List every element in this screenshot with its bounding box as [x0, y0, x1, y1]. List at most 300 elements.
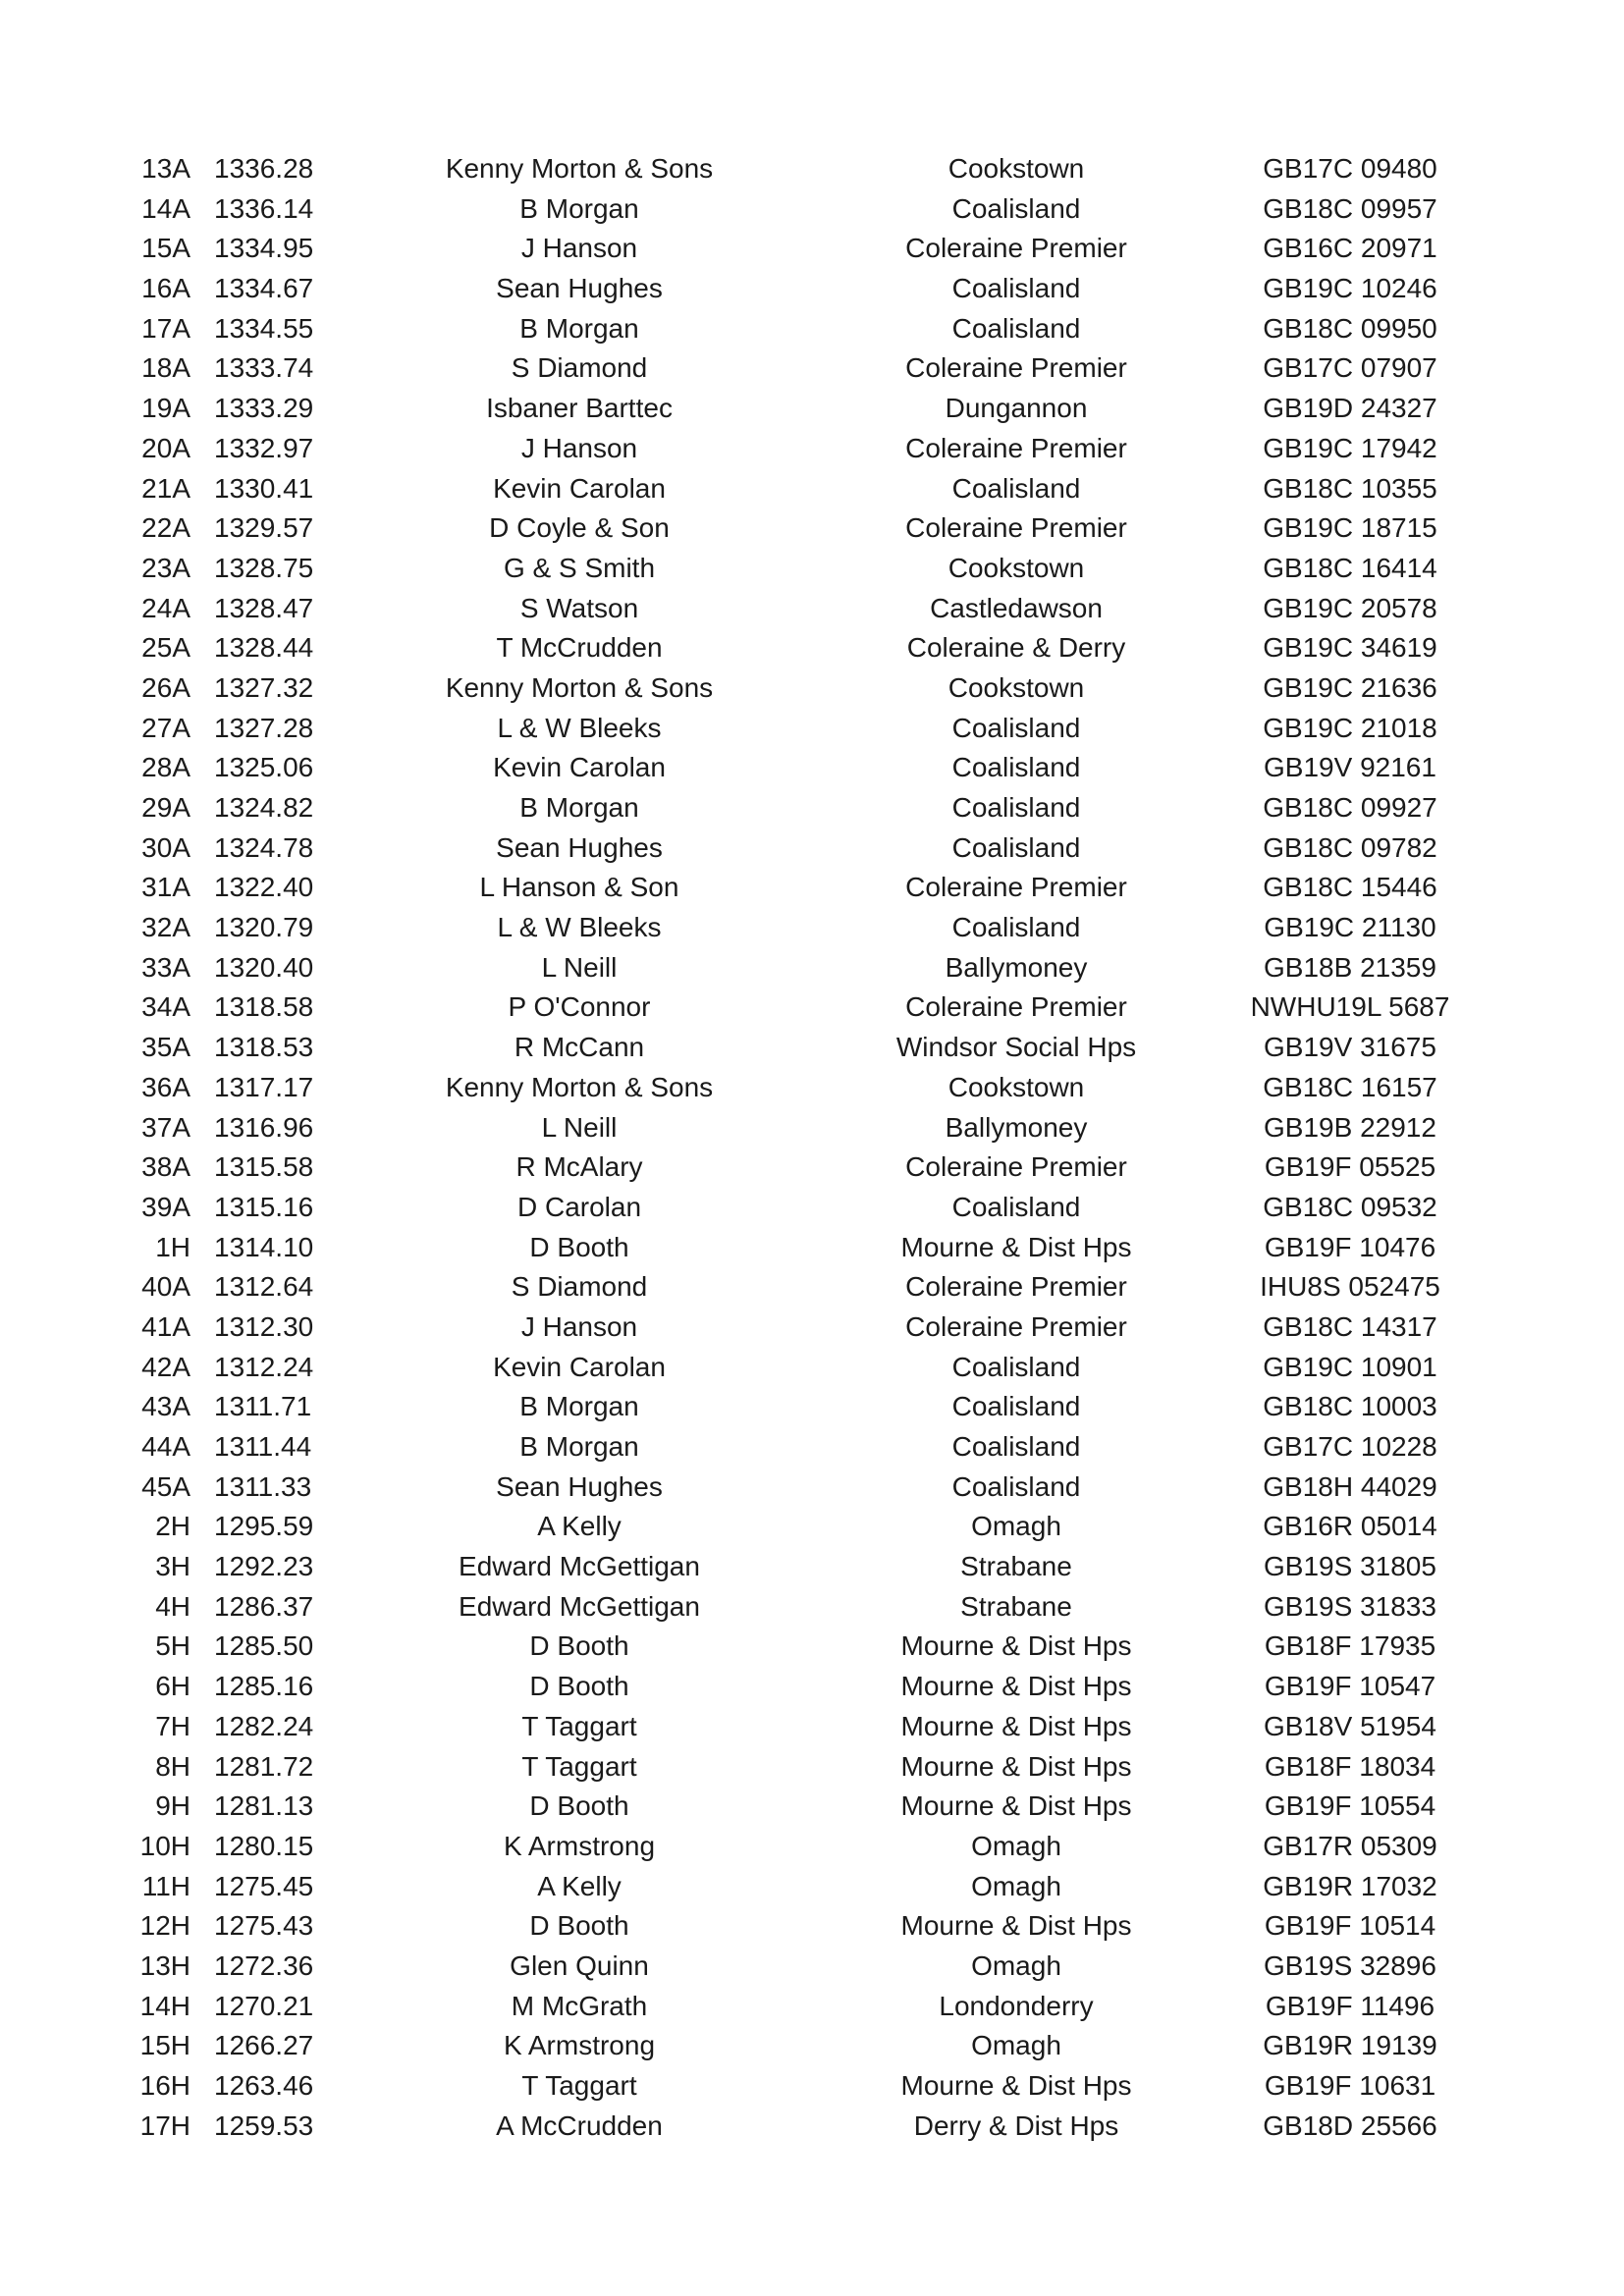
ring-number-cell: GB19C 17942: [1263, 432, 1437, 463]
results-table: [0, 149, 1624, 2146]
table-row: [0, 908, 1624, 948]
position-cell: 9H: [155, 1790, 190, 1822]
ring-number-cell: GB19C 21130: [1264, 912, 1436, 943]
velocity-cell: 1312.30: [214, 1310, 314, 1342]
ring-number-cell: GB19F 11496: [1265, 1990, 1435, 2021]
position-cell: 14H: [139, 1990, 190, 2021]
velocity-cell: 1263.46: [214, 2070, 314, 2101]
velocity-cell: 1328.47: [214, 592, 314, 623]
ring-number-cell: GB19S 31805: [1264, 1551, 1436, 1582]
table-row: [0, 1787, 1624, 1827]
club-cell: Coleraine Premier: [905, 1271, 1127, 1303]
ring-number-cell: GB18C 09532: [1263, 1191, 1437, 1222]
position-cell: 39A: [141, 1191, 190, 1222]
velocity-cell: 1275.45: [214, 1870, 314, 1901]
position-cell: 37A: [141, 1111, 190, 1143]
table-row: [0, 269, 1624, 309]
velocity-cell: 1327.32: [214, 671, 314, 703]
velocity-cell: 1324.82: [214, 792, 314, 823]
name-cell: A Kelly: [537, 1511, 622, 1542]
ring-number-cell: GB19V 31675: [1264, 1032, 1436, 1063]
name-cell: R McAlary: [515, 1151, 643, 1183]
name-cell: Sean Hughes: [496, 273, 663, 304]
position-cell: 42A: [141, 1351, 190, 1382]
table-row: [0, 1827, 1624, 1867]
name-cell: T Taggart: [521, 1710, 637, 1741]
ring-number-cell: GB18C 09782: [1263, 831, 1437, 863]
table-row: [0, 1507, 1624, 1547]
position-cell: 15A: [141, 233, 190, 264]
position-cell: 29A: [141, 792, 190, 823]
velocity-cell: 1328.44: [214, 632, 314, 664]
club-cell: Coleraine Premier: [905, 352, 1127, 384]
club-cell: Coalisland: [951, 273, 1081, 304]
velocity-cell: 1292.23: [214, 1551, 314, 1582]
ring-number-cell: GB19R 17032: [1263, 1870, 1437, 1901]
name-cell: Kevin Carolan: [493, 752, 666, 783]
table-row: [0, 988, 1624, 1028]
table-row: [0, 189, 1624, 230]
ring-number-cell: GB19F 10514: [1264, 1910, 1436, 1942]
table-row: [0, 1707, 1624, 1747]
ring-number-cell: GB18F 17935: [1264, 1630, 1436, 1662]
position-cell: 16A: [141, 273, 190, 304]
name-cell: B Morgan: [519, 1391, 639, 1422]
position-cell: 11H: [141, 1870, 190, 1901]
name-cell: D Booth: [529, 1231, 629, 1262]
club-cell: Cookstown: [947, 153, 1085, 184]
position-cell: 5H: [155, 1630, 190, 1662]
ring-number-cell: GB19C 18715: [1263, 512, 1437, 544]
table-row: [0, 589, 1624, 629]
velocity-cell: 1311.33: [214, 1470, 312, 1502]
ring-number-cell: GB19D 24327: [1263, 393, 1437, 424]
velocity-cell: 1285.16: [214, 1671, 314, 1702]
club-cell: Coalisland: [951, 472, 1081, 504]
ring-number-cell: GB18C 09950: [1263, 312, 1437, 344]
ring-number-cell: GB19C 21018: [1263, 712, 1437, 743]
name-cell: L & W Bleeks: [497, 912, 662, 943]
name-cell: J Hanson: [520, 233, 638, 264]
club-cell: Coalisland: [951, 1391, 1081, 1422]
position-cell: 4H: [155, 1590, 190, 1622]
club-cell: Coleraine Premier: [905, 512, 1127, 544]
club-cell: Windsor Social Hps: [895, 1032, 1137, 1063]
position-cell: 43A: [141, 1391, 190, 1422]
name-cell: B Morgan: [519, 192, 639, 224]
name-cell: S Watson: [519, 592, 639, 623]
name-cell: R McCann: [514, 1032, 645, 1063]
ring-number-cell: GB19R 19139: [1263, 2030, 1437, 2061]
name-cell: Sean Hughes: [496, 1470, 663, 1502]
velocity-cell: 1317.17: [214, 1071, 314, 1102]
position-cell: 14A: [141, 192, 190, 224]
table-row: [0, 149, 1624, 189]
position-cell: 35A: [141, 1032, 190, 1063]
table-row: [0, 1228, 1624, 1268]
ring-number-cell: GB17C 09480: [1263, 153, 1437, 184]
table-row: [0, 1867, 1624, 1907]
table-row: [0, 1108, 1624, 1148]
table-row: [0, 709, 1624, 749]
position-cell: 6H: [155, 1671, 190, 1702]
velocity-cell: 1275.43: [214, 1910, 314, 1942]
position-cell: 13H: [139, 1949, 190, 1981]
ring-number-cell: GB19V 92161: [1264, 752, 1436, 783]
club-cell: Coleraine & Derry: [906, 632, 1126, 664]
club-cell: Mourne & Dist Hps: [900, 1790, 1132, 1822]
velocity-cell: 1334.95: [214, 233, 314, 264]
club-cell: Coleraine Premier: [905, 432, 1127, 463]
table-row: [0, 1906, 1624, 1947]
name-cell: K Armstrong: [503, 1830, 656, 1861]
name-cell: L & W Bleeks: [497, 712, 662, 743]
name-cell: G & S Smith: [503, 552, 656, 583]
club-cell: Londonderry: [939, 1990, 1094, 2021]
ring-number-cell: GB18C 16157: [1263, 1071, 1437, 1102]
name-cell: B Morgan: [519, 312, 639, 344]
velocity-cell: 1325.06: [214, 752, 314, 783]
velocity-cell: 1314.10: [214, 1231, 314, 1262]
position-cell: 17H: [139, 2109, 190, 2141]
ring-number-cell: GB19C 20578: [1263, 592, 1437, 623]
club-cell: Strabane: [960, 1590, 1072, 1622]
club-cell: Cookstown: [947, 1071, 1085, 1102]
ring-number-cell: GB18V 51954: [1264, 1710, 1436, 1741]
velocity-cell: 1320.79: [214, 912, 314, 943]
ring-number-cell: GB17R 05309: [1263, 1830, 1437, 1861]
position-cell: 44A: [141, 1431, 190, 1462]
velocity-cell: 1320.40: [214, 951, 314, 983]
club-cell: Coleraine Premier: [905, 1310, 1127, 1342]
club-cell: Ballymoney: [945, 1111, 1088, 1143]
club-cell: Coleraine Premier: [905, 872, 1127, 903]
velocity-cell: 1259.53: [214, 2109, 314, 2141]
name-cell: S Diamond: [511, 352, 648, 384]
club-cell: Cookstown: [947, 671, 1085, 703]
club-cell: Dungannon: [945, 393, 1088, 424]
table-row: [0, 1028, 1624, 1068]
ring-number-cell: GB16C 20971: [1263, 233, 1437, 264]
club-cell: Mourne & Dist Hps: [900, 1671, 1132, 1702]
table-row: [0, 1148, 1624, 1188]
velocity-cell: 1280.15: [214, 1830, 314, 1861]
table-row: [0, 1348, 1624, 1388]
velocity-cell: 1334.55: [214, 312, 314, 344]
velocity-cell: 1333.29: [214, 393, 314, 424]
position-cell: 38A: [141, 1151, 190, 1183]
name-cell: B Morgan: [519, 792, 639, 823]
ring-number-cell: GB19C 10901: [1263, 1351, 1437, 1382]
name-cell: M McGrath: [511, 1990, 648, 2021]
ring-number-cell: GB18C 10355: [1263, 472, 1437, 504]
club-cell: Mourne & Dist Hps: [900, 1630, 1132, 1662]
table-row: [0, 2107, 1624, 2147]
name-cell: B Morgan: [519, 1431, 639, 1462]
position-cell: 22A: [141, 512, 190, 544]
position-cell: 30A: [141, 831, 190, 863]
velocity-cell: 1318.53: [214, 1032, 314, 1063]
table-row: [0, 469, 1624, 509]
table-row: [0, 828, 1624, 869]
name-cell: Kenny Morton & Sons: [445, 671, 714, 703]
position-cell: 19A: [141, 393, 190, 424]
ring-number-cell: GB18B 21359: [1264, 951, 1436, 983]
name-cell: A Kelly: [537, 1870, 622, 1901]
club-cell: Ballymoney: [945, 951, 1088, 983]
club-cell: Coalisland: [951, 1470, 1081, 1502]
table-row: [0, 948, 1624, 988]
table-row: [0, 1468, 1624, 1508]
table-row: [0, 1747, 1624, 1788]
ring-number-cell: GB18C 16414: [1263, 552, 1437, 583]
name-cell: D Booth: [529, 1790, 629, 1822]
name-cell: Edward McGettigan: [459, 1551, 700, 1582]
velocity-cell: 1324.78: [214, 831, 314, 863]
name-cell: T Taggart: [521, 2070, 637, 2101]
club-cell: Coalisland: [951, 912, 1081, 943]
name-cell: P O'Connor: [508, 991, 651, 1023]
name-cell: D Booth: [529, 1910, 629, 1942]
velocity-cell: 1312.64: [214, 1271, 314, 1303]
club-cell: Omagh: [971, 2030, 1061, 2061]
ring-number-cell: GB18C 14317: [1263, 1310, 1437, 1342]
table-row: [0, 2026, 1624, 2066]
table-row: [0, 1667, 1624, 1707]
name-cell: Kenny Morton & Sons: [445, 153, 714, 184]
ring-number-cell: GB18H 44029: [1263, 1470, 1437, 1502]
ring-number-cell: GB19C 10246: [1263, 273, 1437, 304]
name-cell: Kevin Carolan: [493, 1351, 666, 1382]
table-row: [0, 348, 1624, 389]
name-cell: L Neill: [541, 951, 618, 983]
ring-number-cell: GB19C 34619: [1263, 632, 1437, 664]
position-cell: 7H: [155, 1710, 190, 1741]
velocity-cell: 1272.36: [214, 1949, 314, 1981]
ring-number-cell: GB18F 18034: [1264, 1750, 1436, 1782]
club-cell: Coalisland: [951, 1191, 1081, 1222]
position-cell: 24A: [141, 592, 190, 623]
club-cell: Mourne & Dist Hps: [900, 1231, 1132, 1262]
velocity-cell: 1333.74: [214, 352, 314, 384]
velocity-cell: 1285.50: [214, 1630, 314, 1662]
table-row: [0, 628, 1624, 668]
ring-number-cell: GB19C 21636: [1263, 671, 1437, 703]
velocity-cell: 1311.44: [214, 1431, 312, 1462]
position-cell: 13A: [141, 153, 190, 184]
table-row: [0, 748, 1624, 788]
velocity-cell: 1315.58: [214, 1151, 314, 1183]
position-cell: 33A: [141, 951, 190, 983]
position-cell: 25A: [141, 632, 190, 664]
name-cell: Isbaner Barttec: [486, 393, 673, 424]
velocity-cell: 1312.24: [214, 1351, 314, 1382]
name-cell: D Carolan: [516, 1191, 642, 1222]
position-cell: 34A: [141, 991, 190, 1023]
table-row: [0, 429, 1624, 469]
ring-number-cell: IHU8S 052475: [1260, 1271, 1440, 1303]
velocity-cell: 1286.37: [214, 1590, 314, 1622]
club-cell: Coleraine Premier: [905, 991, 1127, 1023]
table-row: [0, 788, 1624, 828]
name-cell: D Coyle & Son: [489, 512, 670, 544]
club-cell: Coalisland: [951, 192, 1081, 224]
name-cell: D Booth: [529, 1630, 629, 1662]
ring-number-cell: GB18C 10003: [1263, 1391, 1437, 1422]
club-cell: Omagh: [971, 1511, 1061, 1542]
club-cell: Omagh: [971, 1870, 1061, 1901]
table-row: [0, 1947, 1624, 1987]
position-cell: 16H: [139, 2070, 190, 2101]
club-cell: Coalisland: [951, 792, 1081, 823]
position-cell: 45A: [141, 1470, 190, 1502]
table-row: [0, 1587, 1624, 1628]
table-row: [0, 1308, 1624, 1348]
velocity-cell: 1315.16: [214, 1191, 314, 1222]
velocity-cell: 1328.75: [214, 552, 314, 583]
club-cell: Coleraine Premier: [905, 1151, 1127, 1183]
velocity-cell: 1322.40: [214, 872, 314, 903]
position-cell: 18A: [141, 352, 190, 384]
ring-number-cell: GB17C 07907: [1263, 352, 1437, 384]
ring-number-cell: GB17C 10228: [1263, 1431, 1437, 1462]
position-cell: 23A: [141, 552, 190, 583]
ring-number-cell: GB19F 10476: [1264, 1231, 1436, 1262]
club-cell: Mourne & Dist Hps: [900, 1750, 1132, 1782]
position-cell: 31A: [141, 872, 190, 903]
position-cell: 20A: [141, 432, 190, 463]
velocity-cell: 1336.28: [214, 153, 314, 184]
table-row: [0, 309, 1624, 349]
position-cell: 12H: [139, 1910, 190, 1942]
position-cell: 8H: [155, 1750, 190, 1782]
velocity-cell: 1281.72: [214, 1750, 314, 1782]
velocity-cell: 1332.97: [214, 432, 314, 463]
name-cell: D Booth: [529, 1671, 629, 1702]
table-row: [0, 508, 1624, 549]
table-row: [0, 1068, 1624, 1108]
position-cell: 32A: [141, 912, 190, 943]
velocity-cell: 1270.21: [214, 1990, 314, 2021]
club-cell: Coalisland: [951, 1351, 1081, 1382]
club-cell: Omagh: [971, 1949, 1061, 1981]
club-cell: Mourne & Dist Hps: [900, 2070, 1132, 2101]
club-cell: Coalisland: [951, 1431, 1081, 1462]
position-cell: 15H: [139, 2030, 190, 2061]
club-cell: Coleraine Premier: [905, 233, 1127, 264]
name-cell: Edward McGettigan: [459, 1590, 700, 1622]
ring-number-cell: GB19F 05525: [1264, 1151, 1436, 1183]
club-cell: Coalisland: [951, 752, 1081, 783]
position-cell: 27A: [141, 712, 190, 743]
ring-number-cell: GB18C 09927: [1263, 792, 1437, 823]
position-cell: 1H: [155, 1231, 190, 1262]
velocity-cell: 1334.67: [214, 273, 314, 304]
velocity-cell: 1336.14: [214, 192, 314, 224]
table-row: [0, 868, 1624, 908]
position-cell: 17A: [141, 312, 190, 344]
club-cell: Coalisland: [951, 312, 1081, 344]
name-cell: Kenny Morton & Sons: [445, 1071, 714, 1102]
ring-number-cell: NWHU19L 5687: [1250, 991, 1450, 1023]
name-cell: S Diamond: [511, 1271, 648, 1303]
ring-number-cell: GB18D 25566: [1263, 2109, 1437, 2141]
club-cell: Derry & Dist Hps: [913, 2109, 1119, 2141]
position-cell: 2H: [155, 1511, 190, 1542]
table-row: [0, 1427, 1624, 1468]
position-cell: 40A: [141, 1271, 190, 1303]
table-row: [0, 1267, 1624, 1308]
club-cell: Strabane: [960, 1551, 1072, 1582]
name-cell: T Taggart: [521, 1750, 637, 1782]
club-cell: Coalisland: [951, 831, 1081, 863]
table-row: [0, 229, 1624, 269]
ring-number-cell: GB16R 05014: [1263, 1511, 1437, 1542]
position-cell: 10H: [139, 1830, 190, 1861]
club-cell: Mourne & Dist Hps: [900, 1910, 1132, 1942]
name-cell: T McCrudden: [496, 632, 663, 664]
velocity-cell: 1316.96: [214, 1111, 314, 1143]
table-row: [0, 2066, 1624, 2107]
table-row: [0, 1987, 1624, 2027]
ring-number-cell: GB18C 09957: [1263, 192, 1437, 224]
velocity-cell: 1281.13: [214, 1790, 314, 1822]
ring-number-cell: GB19B 22912: [1264, 1111, 1436, 1143]
name-cell: Glen Quinn: [510, 1949, 649, 1981]
velocity-cell: 1266.27: [214, 2030, 314, 2061]
name-cell: A McCrudden: [496, 2109, 663, 2141]
club-cell: Mourne & Dist Hps: [900, 1710, 1132, 1741]
velocity-cell: 1295.59: [214, 1511, 314, 1542]
table-row: [0, 389, 1624, 429]
position-cell: 3H: [155, 1551, 190, 1582]
velocity-cell: 1327.28: [214, 712, 314, 743]
name-cell: L Neill: [541, 1111, 618, 1143]
club-cell: Omagh: [971, 1830, 1061, 1861]
name-cell: K Armstrong: [503, 2030, 656, 2061]
name-cell: J Hanson: [520, 432, 638, 463]
velocity-cell: 1330.41: [214, 472, 314, 504]
table-row: [0, 1627, 1624, 1667]
position-cell: 41A: [141, 1310, 190, 1342]
ring-number-cell: GB19S 32896: [1264, 1949, 1436, 1981]
club-cell: Coalisland: [951, 712, 1081, 743]
club-cell: Cookstown: [947, 552, 1085, 583]
velocity-cell: 1282.24: [214, 1710, 314, 1741]
table-row: [0, 1387, 1624, 1427]
ring-number-cell: GB19F 10554: [1264, 1790, 1436, 1822]
ring-number-cell: GB19F 10547: [1264, 1671, 1436, 1702]
name-cell: J Hanson: [520, 1310, 638, 1342]
name-cell: L Hanson & Son: [479, 872, 679, 903]
velocity-cell: 1329.57: [214, 512, 314, 544]
ring-number-cell: GB19F 10631: [1264, 2070, 1436, 2101]
club-cell: Castledawson: [930, 592, 1103, 623]
table-row: [0, 1547, 1624, 1587]
position-cell: 36A: [141, 1071, 190, 1102]
velocity-cell: 1311.71: [214, 1391, 312, 1422]
table-row: [0, 1188, 1624, 1228]
ring-number-cell: GB18C 15446: [1263, 872, 1437, 903]
name-cell: Kevin Carolan: [493, 472, 666, 504]
position-cell: 28A: [141, 752, 190, 783]
table-row: [0, 668, 1624, 709]
table-row: [0, 549, 1624, 589]
position-cell: 21A: [141, 472, 190, 504]
position-cell: 26A: [141, 671, 190, 703]
name-cell: Sean Hughes: [496, 831, 663, 863]
ring-number-cell: GB19S 31833: [1264, 1590, 1436, 1622]
